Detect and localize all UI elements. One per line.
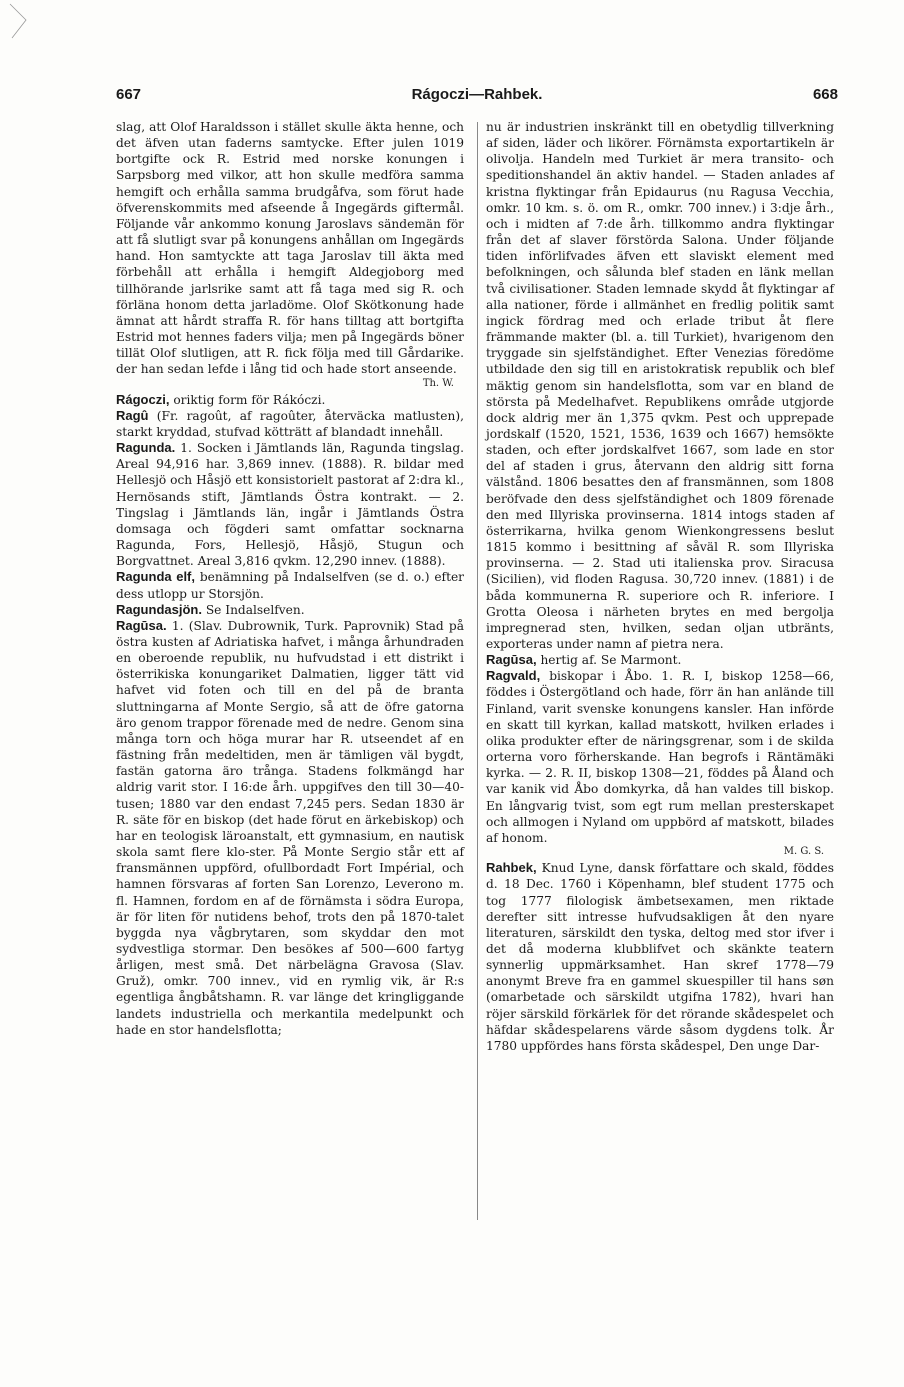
author-signature: M. G. S. xyxy=(783,846,824,858)
headword: Ragvald, xyxy=(486,668,541,684)
headword: Rahbek, xyxy=(486,860,537,876)
author-signature: Th. W. xyxy=(422,377,454,389)
page-title: Rágoczi—Rahbek. xyxy=(411,86,543,103)
right-column xyxy=(486,119,834,1054)
entry-ragundasjon: Ragundasjön. Se Indalselfven. xyxy=(116,601,305,617)
headword: Ragunda. xyxy=(116,440,176,456)
entry-ragusa: Ragūsa. 1. (Slav. Dubrownik, Turk. Paprovnik) Stad på östra kusten af Adriatiska hafvet, i många århundraden en oberoende republik, nu hufvudstad i ett distrikt i österrikiska konungariket Dalmatien, ligger tätt vid hafvet vid foten och till en del på de branta sluttningarna af Monte Sergio, så att de öfre gatorna äro genom trappor förenade med de nedre. Genom sina många torn och höga murar har R. utseendet af en fästning från medeltiden, men är tämligen väl bygdt, fastän gatorna äro trånga. Stadens folkmängd har aldrig varit stor. I 16:de årh. uppgifves den till 30—40-tusen; 1880 var den endast 7,245 pers. Sedan 1830 är R. säte för en biskop (det hade förut en ärkebiskop) och har en teologisk läroanstalt, ett gymnasium, en nautisk skola samt flere klo-ster. På Monte Sergio står ett af fransmännen uppförd, ofullbordadt Fort Impérial, och hamnen försvaras af forten San Lorenzo, Leverono m. fl. Hamnen, fordom en af de förnämsta i södra Europa, är för liten för nutidens behof, trots den på 1870-talet byggda nya vågbrytaren, som skyddar den mot sydvestliga stormar. Den besökes af 500—600 fartyg årligen, mest små. Det närbelägna Gravosa (Slav. Gruž), omkr. 700 innev., vid en rymlig vik, är R:s egentliga ångbåtshamn. R. var länge det kringliggande landets industriella och merkantila medelpunkt och hade en stor handelsflotta; xyxy=(116,617,464,1037)
entry-ragusa-hertig: Ragūsa, hertig af. Se Marmont. xyxy=(486,652,682,668)
headword: Rágoczi, xyxy=(116,391,170,407)
entry-continuation: slag, att Olof Haraldsson i stället skulle äkta henne, och det äfven utan faderns samtycke. Efter julen 1019 bortgifte ock R. Estrid med norske konungen i Sarpsborg med vilkor, att hon skulle medföra samma hemgift och erhålla samma brudgåfva, som förut hade öfverenskommits med afseende å Ingegärds giftermål. Följande vår ankommo konung Jaroslavs sändemän för att få slutligt svar på konungens anhållan om Ingegärds hand. Hon samtyckte att taga Jaroslav till äkta med förbehåll att erhålla i hemgift Aldegjoborg med tillhörande jarlsrike samt att få taga med sig R. och förläna honom detta jarladöme. Olof Skötkonung hade ämnat att hårdt straffa R. för hans tilltag att bortgifta Estrid mot hennes faders vilja; men på Ingegärds böner tillät Olof slutligen, att R. fick följa med till Gårdarike. der han sedan lefde i lång tid och hade stort anseende. Th. W. xyxy=(116,119,464,392)
headword: Ragundasjön. xyxy=(116,601,202,617)
entry-ragoczi: Rágoczi, oriktig form för Rákóczi. xyxy=(116,391,326,407)
page-number-right: 668 xyxy=(812,86,838,103)
headword: Ragunda elf, xyxy=(116,569,196,585)
entry-ragu: Ragû (Fr. ragoût, af ragoûter, återväcka matlusten), starkt kryddad, stufvad kötträtt af blandadt innehåll. xyxy=(116,407,464,439)
page-corner-mark xyxy=(4,2,34,42)
entry-ragunda: Ragunda. 1. Socken i Jämtlands län, Ragunda tingslag. Areal 94,916 har. 3,869 innev. (1888). R. bildar med Hellesjö och Håsjö ett konsistorielt pastorat af 2:dra kl., Hernösands stift, Jämtlands Östra kontrakt. — 2. Tingslag i Jämtlands län, ingår i Jämtlands Östra domsaga och fögderi samt omfattar socknarna Ragunda, Fors, Hellesjö, Håsjö, Stugun och Borgvattnet. Areal 3,816 qvkm. 12,290 innev. (1888). xyxy=(116,440,464,569)
left-column xyxy=(116,119,464,1038)
headword: Ragūsa, xyxy=(486,652,537,668)
entry-ragvald: Ragvald, biskopar i Åbo. 1. R. I, biskop 1258—66, föddes i Östergötland och hade, förr än han anlände till Finland, varit svenske konungens kansler. Han införde en skatt till kyrkan, kallad matskott, hvilken erlades i olika produkter efter de näringsgrenar, som i de skilda orterna voro förherskande. Han begrofs i Räntämäki kyrka. — 2. R. II, biskop 1308—21, föddes på Åland och var kanik vid Åbo domkyrka, då han valdes till biskop. En långvarig tvist, som egt rum mellan presterskapet och allmogen i Nyland om uppbörd af matskott, bilades af honom. M. G. S. xyxy=(486,668,834,860)
page-header xyxy=(116,86,838,110)
entry-ragusa-continued: nu är industrien inskränkt till en obetydlig tillverkning af siden, läder och likörer. Förnämsta exportartikeln är olivolja. Handeln med Turkiet är mera transito- och speditionshandel än aktiv handel. — Staden anlades af kristna flyktingar från Epidaurus (nu Ragusa Vecchia, omkr. 10 km. s. ö. om R., omkr. 700 innev.) i 3:dje årh., och i midten af 7:de årh. tillkommo andra flyktingar från det af slaver förstörda Salona. Under följande tiden införlifvades äfven ett slaviskt element med befolkningen, och sålunda blef staden en länk mellan två civilisationer. Staden lemnade skydd åt flyktingar af alla nationer, förde i allmänhet en fredlig politik samt ingick fördrag med och erlade tribut åt flere främmande makter (bl. a. till Turkiet), hvarigenom den tryggade sin sjelfständighet. Efter Venezias föredöme utbildade den sig till en aristokratisk republik och blef mäktig genom sin handelsflotta, som var en bland de största på Medelhafvet. Republikens område utgjorde dock aldrig mer än 1,375 qvkm. Pest och upprepade jordskalf (1520, 1521, 1536, 1639 och 1667) hemsökte staden, och efter jordskalfvet 1667, som lade en stor del af staden i grus, återvann den aldrig sitt forna välstånd. 1806 besattes den af fransmännen, som 1808 beröfvade den dess sjelfständighet och 1809 förenade den med Illyriska provinserna. 1814 intogs staden af österrikarna, hvilka genom Wienkongressens beslut 1815 kommo i besittning af såväl R. som Illyriska provinserna. — 2. Stad uti italienska prov. Siracusa (Sicilien), vid floden Ragusa. 30,720 innev. (1881) i de båda kommunerna R. superiore och R. inferiore. I Grotta Oleosa i närheten brytes en med bergolja impregnerad sten, hvilken, sedan oljan utbränts, exporteras under namn af pietra nera. xyxy=(486,120,834,651)
column-divider xyxy=(477,122,478,1220)
headword: Ragû xyxy=(116,407,149,423)
page-number-left: 667 xyxy=(116,86,142,103)
headword: Ragūsa. xyxy=(116,617,167,633)
entry-rahbek: Rahbek, Knud Lyne, dansk författare och skald, föddes d. 18 Dec. 1760 i Köpenhamn, blef student 1775 och tog 1777 filologisk ämbetsexamen, men riktade derefter sitt intresse hufvudsakligen åt den nyare literaturen, särskildt den tyska, deltog med stor ifver i det då moderna klubblifvet och skänkte teatern synnerlig uppmärksamhet. Han skref 1778—79 anonymt Breve fra en gammel skuespiller til hans søn (omarbetade och särskildt utgifna 1782), hvari han röjer särskild förkärlek för det rörande skådespelet och häfdar skådespelarens värde såsom dygdens tolk. År 1780 uppfördes hans första skådespel, Den unge Dar- xyxy=(486,860,834,1053)
entry-ragunda-elf: Ragunda elf, benämning på Indalselfven (se d. o.) efter dess utlopp ur Storsjön. xyxy=(116,569,465,601)
